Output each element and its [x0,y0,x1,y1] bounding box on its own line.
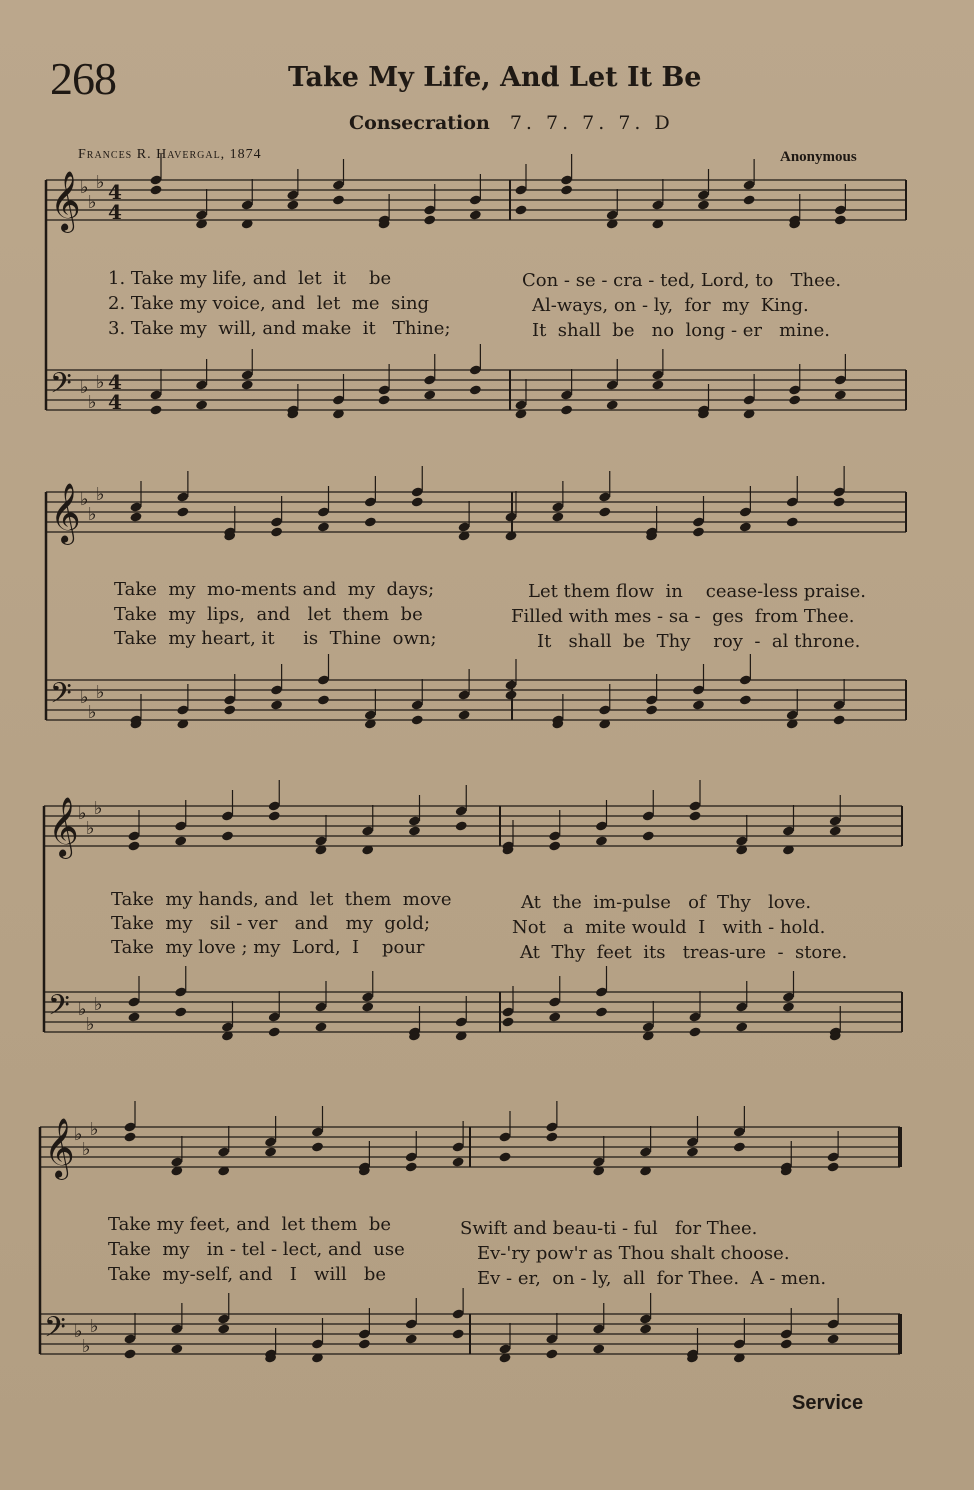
note-head [595,835,608,846]
bass-clef-icon: 𝄢 [44,1311,66,1351]
flat-icon: ♭ [86,1014,95,1035]
note-head [598,506,611,517]
lyric-s4-v1-right: Swift and beau-ti - ful for Thee. [460,1218,758,1239]
note-head [217,1323,230,1334]
flat-icon: ♭ [96,484,105,505]
note-head [361,1001,374,1012]
note-head [268,1026,281,1037]
lyric-s4-v3-left: Take my-self, and I will be [108,1264,387,1285]
note-head [174,1006,187,1017]
flat-icon: ♭ [88,504,97,525]
note-head [405,1161,418,1172]
note-head [834,214,847,225]
note-head [123,1348,136,1359]
note-head [311,1141,324,1152]
lyric-s3-v1-right: At the im-pulse of Thy love. [521,892,812,913]
flat-icon: ♭ [80,177,89,198]
note-head [739,694,752,705]
note-head [560,184,573,195]
note-head [411,714,424,725]
note-head [364,516,377,527]
flat-icon: ♭ [90,1316,99,1337]
note-head [551,511,564,522]
note-head [645,704,658,715]
flat-icon: ♭ [88,392,97,413]
note-head [469,209,482,220]
flat-icon: ♭ [78,999,87,1020]
note-head [595,1006,608,1017]
lyric-s2-v3-left: Take my heart, it is Thine own; [114,628,437,649]
note-head [827,1333,840,1344]
tune-name: Consecration [349,112,490,134]
note-head [221,830,234,841]
note-head [501,1016,514,1027]
flat-icon: ♭ [88,192,97,213]
note-head [458,709,471,720]
lyric-s1-v2-left: 2. Take my voice, and let me sing [108,293,430,314]
flat-icon: ♭ [74,1321,83,1342]
lyric-s3-v2-right: Not a mite would I with - hold. [512,917,826,938]
flat-icon: ♭ [82,1336,91,1357]
time-signature: 4 [108,200,122,224]
note-head [739,521,752,532]
flat-icon: ♭ [82,1139,91,1160]
note-head [692,699,705,710]
note-head [170,1343,183,1354]
note-head [314,1021,327,1032]
hymn-number: 268 [50,53,116,104]
time-signature: 4 [108,180,122,204]
lyric-s4-v2-left: Take my in - tel - lect, and use [108,1239,405,1260]
note-head [174,835,187,846]
note-head [270,699,283,710]
lyric-s1-v3-right: It shall be no long - er mine. [532,320,830,341]
flat-icon: ♭ [96,172,105,193]
note-head [548,840,561,851]
note-head [127,1011,140,1022]
note-head [833,496,846,507]
treble-clef-icon: 𝄞 [48,797,79,857]
publisher-mark: Service [792,1392,864,1414]
note-head [782,1001,795,1012]
note-head [639,1323,652,1334]
note-head [423,214,436,225]
flat-icon: ♭ [94,798,103,819]
note-head [686,1146,699,1157]
note-head [504,689,517,700]
flat-icon: ♭ [96,372,105,393]
note-head [195,399,208,410]
note-head [469,384,482,395]
time-signature: 4 [108,390,122,414]
lyric-s4-v2-right: Ev-'ry pow'r as Thou shalt choose. [477,1243,790,1264]
note-head [733,1141,746,1152]
note-head [545,1348,558,1359]
bass-clef-icon: 𝄢 [48,989,70,1029]
lyric-s1-v2-right: Al-ways, on - ly, for my King. [532,295,809,316]
note-head [405,1333,418,1344]
note-head [452,1156,465,1167]
note-head [560,404,573,415]
note-head [223,704,236,715]
lyric-s4-v3-right: Ev - er, on - ly, all for Thee. A - men. [477,1268,827,1289]
note-head [780,1338,793,1349]
note-head [127,840,140,851]
note-head [498,1151,511,1162]
treble-clef-icon: 𝄞 [50,483,81,543]
note-head [548,1011,561,1022]
note-head [743,194,756,205]
note-head [452,1328,465,1339]
note-head [408,825,421,836]
note-head [642,830,655,841]
flat-icon: ♭ [80,687,89,708]
flat-icon: ♭ [86,818,95,839]
note-head [697,199,710,210]
note-head [317,521,330,532]
note-head [286,199,299,210]
note-head [651,379,664,390]
author-credit: Frances R. Havergal, 1874 [78,147,262,162]
bass-clef-icon: 𝄢 [50,367,72,407]
note-head [241,379,254,390]
flat-icon: ♭ [90,1119,99,1140]
lyric-s2-v2-right: Filled with mes - sa - ges from Thee. [511,606,855,627]
lyric-s3-v1-left: Take my hands, and let them move [111,889,452,910]
lyric-s2-v1-left: Take my mo-ments and my days; [114,579,435,600]
lyric-s1-v3-left: 3. Take my will, and make it Thine; [108,318,451,339]
treble-clef-icon: 𝄞 [50,171,81,231]
note-head [149,184,162,195]
note-head [129,511,142,522]
note-head [786,516,799,527]
note-head [378,394,391,405]
note-head [123,1131,136,1142]
note-head [358,1338,371,1349]
lyric-s2-v1-right: Let them flow in cease-less praise. [528,581,867,602]
lyric-s1-v1-left: 1. Take my life, and let it be [108,268,392,289]
note-head [735,1021,748,1032]
bass-clef-icon: 𝄢 [50,677,72,717]
note-head [692,526,705,537]
flat-icon: ♭ [88,702,97,723]
note-head [317,694,330,705]
lyric-s1-v1-right: Con - se - cra - ted, Lord, to Thee. [522,270,842,291]
note-head [264,1146,277,1157]
lyric-s2-v2-left: Take my lips, and let them be [114,604,423,625]
note-head [411,496,424,507]
note-head [332,194,345,205]
meter: 7. 7. 7. 7. D [509,112,674,134]
note-head [827,1161,840,1172]
note-head [834,389,847,400]
note-head [176,506,189,517]
lyric-s2-v3-right: It shall be Thy roy - al throne. [537,631,861,652]
note-head [268,810,281,821]
note-head [149,404,162,415]
flat-icon: ♭ [94,994,103,1015]
flat-icon: ♭ [80,489,89,510]
note-head [688,810,701,821]
flat-icon: ♭ [74,1124,83,1145]
note-head [592,1343,605,1354]
flat-icon: ♭ [96,682,105,703]
composer-credit: Anonymous [780,149,857,165]
note-head [514,204,527,215]
lyric-s3-v3-left: Take my love ; my Lord, I pour [111,937,425,958]
time-signature: 4 [108,370,122,394]
note-head [455,820,468,831]
lyric-s4-v1-left: Take my feet, and let them be [108,1214,392,1235]
flat-icon: ♭ [78,803,87,824]
note-head [423,389,436,400]
note-head [545,1131,558,1142]
note-head [688,1026,701,1037]
note-head [829,825,842,836]
note-head [606,399,619,410]
note-head [270,526,283,537]
lyric-s3-v2-left: Take my sil - ver and my gold; [111,913,431,934]
treble-clef-icon: 𝄞 [44,1118,75,1178]
note-head [788,394,801,405]
flat-icon: ♭ [80,377,89,398]
note-head [833,714,846,725]
lyric-s3-v3-right: At Thy feet its treas-ure - store. [520,942,848,963]
hymn-title: Take My Life, And Let It Be [288,62,702,93]
